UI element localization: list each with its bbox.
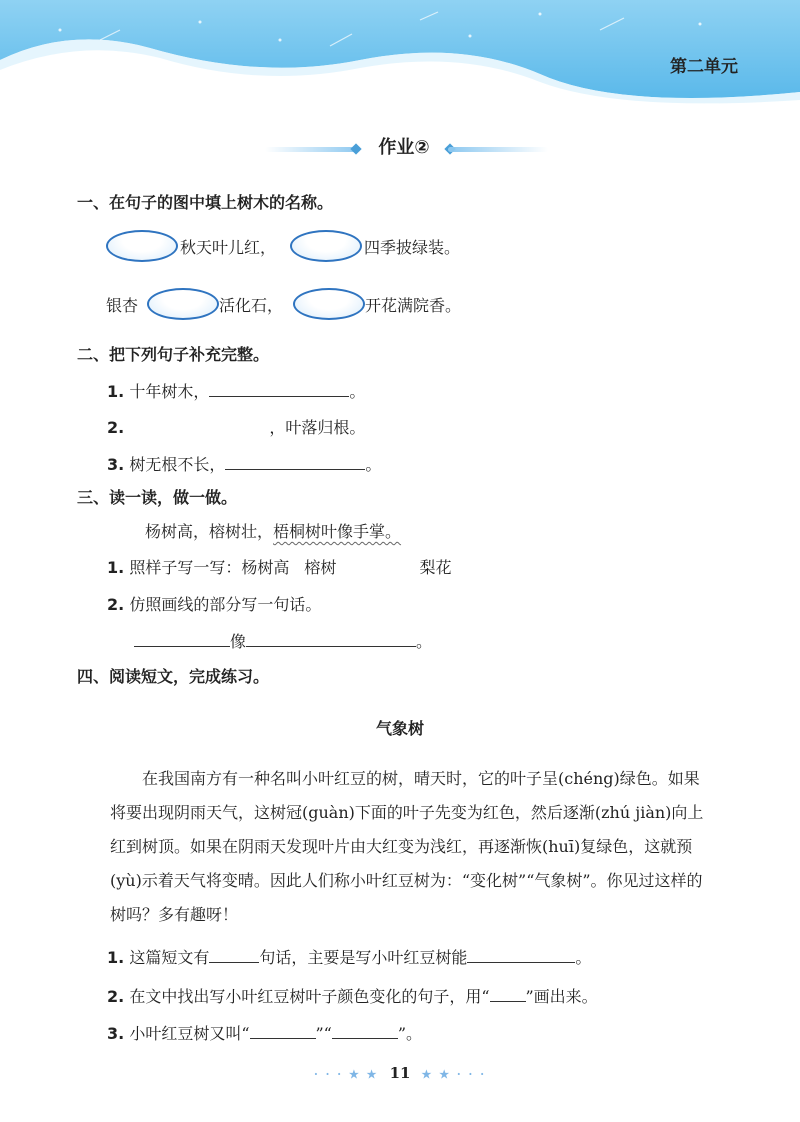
page-number: 11 bbox=[389, 1064, 411, 1082]
answer-oval-3[interactable] bbox=[147, 288, 219, 320]
s3-fill-line bbox=[134, 628, 432, 652]
s3-example-underlined: 梧桐树叶像手掌。 bbox=[273, 522, 402, 541]
s4-q3-b: ”“ bbox=[315, 1024, 332, 1043]
s1-line1-a: 秋天叶儿红， bbox=[180, 238, 277, 257]
s4-q1 bbox=[107, 944, 591, 968]
s3-fill-mid: 像 bbox=[230, 632, 247, 651]
title-bar-right bbox=[448, 147, 548, 152]
s4-q1-blank-1[interactable] bbox=[209, 944, 259, 963]
s2-item-3-blank[interactable] bbox=[225, 451, 365, 470]
s4-q1-num: 1. bbox=[107, 948, 125, 967]
s3-example-line bbox=[145, 519, 401, 542]
stars-left-decoration: · · · ★ ★ bbox=[313, 1068, 385, 1081]
s2-item-1-blank[interactable] bbox=[209, 378, 349, 397]
s3-q1 bbox=[107, 555, 452, 578]
s2-item-2-blank[interactable] bbox=[129, 414, 269, 433]
s3-fill-end: 。 bbox=[416, 632, 433, 651]
section-3-heading: 三、读一读，做一做。 bbox=[77, 488, 238, 507]
unit-label: 第二单元 bbox=[670, 57, 738, 77]
s1-line1-b: 四季披绿装。 bbox=[364, 238, 461, 257]
s4-q1-blank-2[interactable] bbox=[467, 944, 575, 963]
s3-fill-blank-2[interactable] bbox=[246, 628, 416, 647]
article-title: 气象树 bbox=[375, 719, 424, 738]
stars-right-decoration: ★ ★ · · · bbox=[415, 1068, 487, 1081]
s4-q2-b: ”画出来。 bbox=[525, 987, 598, 1006]
assignment-title-row bbox=[0, 131, 800, 161]
s4-q2 bbox=[107, 983, 598, 1007]
s4-q3-blank-2[interactable] bbox=[332, 1020, 398, 1039]
s2-item-1-end: 。 bbox=[349, 382, 366, 401]
s4-q3 bbox=[107, 1020, 422, 1044]
title-bar-left bbox=[265, 147, 360, 152]
s4-q1-a: 这篇短文有 bbox=[129, 948, 210, 967]
page-footer bbox=[0, 1064, 800, 1082]
s2-item-3-end: 。 bbox=[365, 455, 382, 474]
article-body bbox=[110, 762, 710, 932]
s2-item-1-text: 十年树木， bbox=[129, 382, 210, 401]
s2-item-3-text: 树无根不长， bbox=[129, 455, 226, 474]
s4-q2-num: 2. bbox=[107, 987, 125, 1006]
s4-q2-line-sample bbox=[490, 983, 526, 1002]
section-4-heading: 四、阅读短文，完成练习。 bbox=[77, 667, 270, 686]
s3-q1-c: 梨花 bbox=[419, 558, 452, 577]
article-text: 在我国南方有一种名叫小叶红豆的树，晴天时，它的叶子呈(chéng)绿色。如果将要出现阴雨天气，这树冠(guàn)下面的叶子先变为红色，然后逐渐(zhú jiàn)向上红到树顶。如果在阴雨天发现叶片由大红变为浅红，再逐渐恢(huī)复绿色，这就预(yù)示着天气将变晴。因此人们称小叶红豆树为：“变化树”“气象树”。你见过这样的树吗？多有趣呀！ bbox=[110, 769, 704, 924]
s1-line2-a: 活化石， bbox=[219, 296, 284, 315]
s3-q1-text: 照样子写一写：杨树高 bbox=[129, 558, 290, 577]
s3-q1-b: 榕树 bbox=[304, 558, 337, 577]
s1-line2-prefix: 银杏 bbox=[106, 296, 139, 315]
s3-q2-num: 2. bbox=[107, 595, 125, 614]
assignment-title: 作业② bbox=[378, 137, 430, 158]
s4-q3-a: 小叶红豆树又叫“ bbox=[129, 1024, 250, 1043]
section-1-heading: 一、在句子的图中填上树木的名称。 bbox=[77, 193, 334, 212]
answer-oval-4[interactable] bbox=[293, 288, 365, 320]
section-2-heading: 二、把下列句子补充完整。 bbox=[77, 345, 270, 364]
s3-fill-blank-1[interactable] bbox=[134, 628, 230, 647]
s4-q1-end: 。 bbox=[575, 948, 592, 967]
s2-item-3 bbox=[107, 451, 381, 475]
s4-q3-c: ”。 bbox=[397, 1024, 423, 1043]
s3-example-a: 杨树高，榕树壮， bbox=[145, 522, 274, 541]
s2-item-2-num: 2. bbox=[107, 418, 125, 437]
s3-q1-num: 1. bbox=[107, 558, 125, 577]
s4-q1-b: 句话，主要是写小叶红豆树能 bbox=[259, 948, 468, 967]
s2-item-3-num: 3. bbox=[107, 455, 125, 474]
s3-q2-text: 仿照画线的部分写一句话。 bbox=[129, 595, 322, 614]
s2-item-1-num: 1. bbox=[107, 382, 125, 401]
s2-item-2 bbox=[107, 414, 365, 438]
s4-q3-num: 3. bbox=[107, 1024, 125, 1043]
s4-q2-a: 在文中找出写小叶红豆树叶子颜色变化的句子，用“ bbox=[129, 987, 490, 1006]
answer-oval-1[interactable] bbox=[106, 230, 178, 262]
s2-item-2-text: ，叶落归根。 bbox=[269, 418, 366, 437]
s2-item-1 bbox=[107, 378, 365, 402]
s3-q2 bbox=[107, 592, 321, 615]
s1-line2-b: 开花满院香。 bbox=[365, 296, 462, 315]
s4-q3-blank-1[interactable] bbox=[250, 1020, 316, 1039]
answer-oval-2[interactable] bbox=[290, 230, 362, 262]
